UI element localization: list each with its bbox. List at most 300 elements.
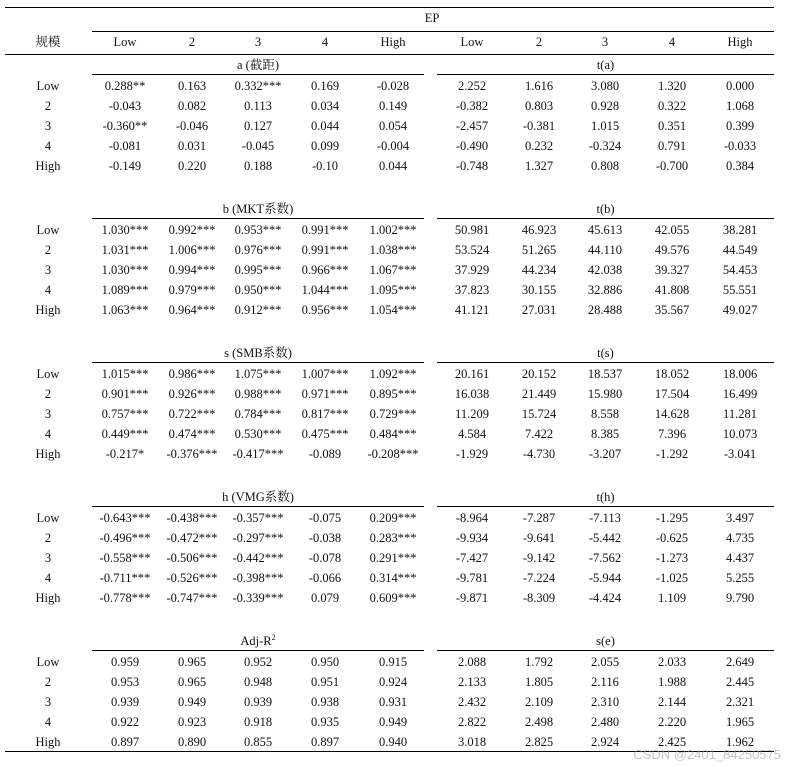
table-cell: 0.988*** bbox=[234, 387, 282, 401]
table-cell: 41.808 bbox=[654, 283, 690, 297]
table-cell: 1.063*** bbox=[101, 303, 149, 317]
row-label: High bbox=[35, 159, 61, 173]
table-cell: 0.803 bbox=[524, 99, 554, 113]
row-label: 4 bbox=[44, 427, 52, 441]
table-cell: 2.109 bbox=[524, 695, 554, 709]
table-cell: 2.310 bbox=[590, 695, 620, 709]
table-cell: 2.498 bbox=[524, 715, 554, 729]
table-cell: 1.007*** bbox=[301, 367, 349, 381]
table-cell: -0.066 bbox=[308, 571, 342, 585]
table-cell: 0.808 bbox=[590, 159, 620, 173]
table-cell: 2.321 bbox=[725, 695, 755, 709]
table-cell: 49.027 bbox=[722, 303, 758, 317]
table-cell: 45.613 bbox=[587, 223, 623, 237]
table-cell: 15.724 bbox=[521, 407, 557, 421]
table-cell: 0.220 bbox=[177, 159, 207, 173]
table-cell: -0.297*** bbox=[232, 531, 284, 545]
table-cell: 0.992*** bbox=[168, 223, 216, 237]
table-cell: -0.625 bbox=[655, 531, 689, 545]
panel-rule-left bbox=[92, 506, 424, 507]
table-cell: 0.940 bbox=[378, 735, 408, 749]
row-label: 4 bbox=[44, 715, 52, 729]
table-cell: 0.351 bbox=[657, 119, 687, 133]
table-cell: -0.506*** bbox=[166, 551, 218, 565]
table-cell: -0.711*** bbox=[99, 571, 151, 585]
table-cell: -0.472*** bbox=[166, 531, 218, 545]
table-cell: 0.082 bbox=[177, 99, 207, 113]
table-cell: 37.823 bbox=[454, 283, 490, 297]
table-cell: 0.948 bbox=[243, 675, 273, 689]
table-cell: 0.209*** bbox=[369, 511, 417, 525]
table-cell: 2.144 bbox=[657, 695, 687, 709]
table-cell: 15.980 bbox=[587, 387, 623, 401]
table-cell: 1.988 bbox=[657, 675, 687, 689]
table-cell: -0.339*** bbox=[232, 591, 284, 605]
table-cell: 0.729*** bbox=[369, 407, 417, 421]
table-cell: 1.044*** bbox=[301, 283, 349, 297]
table-cell: 0.924 bbox=[378, 675, 408, 689]
table-cell: 0.609*** bbox=[369, 591, 417, 605]
row-label: Low bbox=[36, 223, 60, 237]
table-cell: -9.934 bbox=[455, 531, 489, 545]
table-cell: 1.068 bbox=[725, 99, 755, 113]
column-header: 2 bbox=[535, 35, 543, 49]
row-label: 3 bbox=[44, 407, 52, 421]
table-cell: 37.929 bbox=[454, 263, 490, 277]
table-cell: 0.449*** bbox=[101, 427, 149, 441]
table-cell: 0.915 bbox=[378, 655, 408, 669]
table-cell: 11.209 bbox=[455, 407, 489, 421]
table-cell: 1.075*** bbox=[234, 367, 282, 381]
table-cell: 54.453 bbox=[722, 263, 758, 277]
table-cell: 0.994*** bbox=[168, 263, 216, 277]
table-cell: 0.897 bbox=[310, 735, 340, 749]
table-cell: 0.979*** bbox=[168, 283, 216, 297]
table-cell: 3.497 bbox=[725, 511, 755, 525]
table-cell: -0.700 bbox=[655, 159, 689, 173]
table-cell: 0.149 bbox=[378, 99, 408, 113]
table-cell: 7.422 bbox=[524, 427, 554, 441]
table-cell: 2.825 bbox=[524, 735, 554, 749]
row-label: Low bbox=[36, 79, 60, 93]
table-cell: 2.088 bbox=[457, 655, 487, 669]
table-cell: -0.438*** bbox=[166, 511, 218, 525]
panel-rule-left bbox=[92, 362, 424, 363]
table-cell: -0.004 bbox=[376, 139, 410, 153]
ep-group-header: EP bbox=[424, 11, 440, 25]
table-cell: 2.445 bbox=[725, 675, 755, 689]
table-cell: 44.234 bbox=[521, 263, 557, 277]
table-cell: -8.964 bbox=[455, 511, 489, 525]
table-cell: 0.054 bbox=[378, 119, 408, 133]
table-cell: 0.784*** bbox=[234, 407, 282, 421]
table-cell: 0.484*** bbox=[369, 427, 417, 441]
table-cell: 1.054*** bbox=[369, 303, 417, 317]
table-cell: 42.038 bbox=[587, 263, 623, 277]
table-cell: 4.584 bbox=[457, 427, 487, 441]
table-cell: 55.551 bbox=[722, 283, 758, 297]
table-cell: -0.748 bbox=[455, 159, 489, 173]
table-cell: -8.309 bbox=[522, 591, 556, 605]
table-cell: 10.073 bbox=[722, 427, 758, 441]
table-cell: 1.006*** bbox=[168, 243, 216, 257]
table-cell: 2.033 bbox=[657, 655, 687, 669]
row-label: High bbox=[35, 303, 61, 317]
table-cell: 0.188 bbox=[243, 159, 273, 173]
row-label: 3 bbox=[44, 695, 52, 709]
table-cell: 0.530*** bbox=[234, 427, 282, 441]
panel-title-superscript: 2 bbox=[271, 632, 276, 642]
table-cell: 17.504 bbox=[654, 387, 690, 401]
table-cell: -0.038 bbox=[308, 531, 342, 545]
table-cell: 1.962 bbox=[725, 735, 755, 749]
row-label: High bbox=[35, 447, 61, 461]
row-label: 4 bbox=[44, 283, 52, 297]
table-cell: 18.052 bbox=[654, 367, 690, 381]
panel-rule-right bbox=[437, 506, 774, 507]
row-label: 2 bbox=[44, 675, 52, 689]
table-cell: 0.918 bbox=[243, 715, 273, 729]
table-cell: -0.149 bbox=[108, 159, 142, 173]
table-cell: -0.490 bbox=[455, 139, 489, 153]
table-cell: 1.031*** bbox=[101, 243, 149, 257]
table-cell: 0.949 bbox=[177, 695, 207, 709]
row-label: Low bbox=[36, 511, 60, 525]
table-cell: 0.935 bbox=[310, 715, 340, 729]
table-cell: 0.922 bbox=[110, 715, 140, 729]
column-header: 4 bbox=[321, 35, 329, 49]
table-cell: 1.095*** bbox=[369, 283, 417, 297]
top-rule bbox=[5, 7, 774, 8]
table-cell: -0.376*** bbox=[166, 447, 218, 461]
table-cell: 5.255 bbox=[725, 571, 755, 585]
table-cell: 2.252 bbox=[457, 79, 487, 93]
table-cell: 0.965 bbox=[177, 655, 207, 669]
table-cell: 3.080 bbox=[590, 79, 620, 93]
table-cell: 0.901*** bbox=[101, 387, 149, 401]
table-cell: 0.939 bbox=[243, 695, 273, 709]
table-cell: 0.288** bbox=[104, 79, 146, 93]
panel-rule-right bbox=[437, 650, 774, 651]
table-cell: 0.474*** bbox=[168, 427, 216, 441]
table-cell: 0.099 bbox=[310, 139, 340, 153]
panel-rule-right bbox=[437, 74, 774, 75]
table-cell: -1.295 bbox=[655, 511, 689, 525]
table-cell: -0.417*** bbox=[232, 447, 284, 461]
table-cell: 46.923 bbox=[521, 223, 557, 237]
table-cell: 1.320 bbox=[657, 79, 687, 93]
table-cell: 0.897 bbox=[110, 735, 140, 749]
row-label: 2 bbox=[44, 531, 52, 545]
table-cell: 1.109 bbox=[657, 591, 687, 605]
table-cell: 0.950*** bbox=[234, 283, 282, 297]
table-cell: 3.018 bbox=[457, 735, 487, 749]
table-cell: 1.015 bbox=[590, 119, 620, 133]
table-cell: -7.427 bbox=[455, 551, 489, 565]
panel-title-right: s(e) bbox=[596, 634, 615, 648]
table-cell: -0.381 bbox=[522, 119, 556, 133]
column-header: 4 bbox=[668, 35, 676, 49]
table-cell: 0.971*** bbox=[301, 387, 349, 401]
table-cell: -0.324 bbox=[588, 139, 622, 153]
column-header: Low bbox=[460, 35, 484, 49]
table-cell: 0.923 bbox=[177, 715, 207, 729]
table-cell: 2.425 bbox=[657, 735, 687, 749]
table-cell: 1.092*** bbox=[369, 367, 417, 381]
panel-rule-right bbox=[437, 362, 774, 363]
table-cell: 0.950 bbox=[310, 655, 340, 669]
table-cell: 16.038 bbox=[454, 387, 490, 401]
table-cell: 0.031 bbox=[177, 139, 207, 153]
table-cell: 2.822 bbox=[457, 715, 487, 729]
table-cell: 49.576 bbox=[654, 243, 690, 257]
table-cell: 0.127 bbox=[243, 119, 273, 133]
table-cell: 51.265 bbox=[521, 243, 557, 257]
table-cell: 0.959 bbox=[110, 655, 140, 669]
table-cell: -9.871 bbox=[455, 591, 489, 605]
table-cell: 0.952 bbox=[243, 655, 273, 669]
table-cell: 0.232 bbox=[524, 139, 554, 153]
size-column-header: 规模 bbox=[35, 35, 61, 49]
table-cell: 0.965 bbox=[177, 675, 207, 689]
table-cell: 0.956*** bbox=[301, 303, 349, 317]
row-label: 2 bbox=[44, 387, 52, 401]
column-header-rule bbox=[5, 54, 774, 55]
table-cell: 0.964*** bbox=[168, 303, 216, 317]
table-cell: 20.152 bbox=[521, 367, 557, 381]
table-cell: 2.480 bbox=[590, 715, 620, 729]
table-cell: -0.043 bbox=[108, 99, 142, 113]
table-cell: -0.10 bbox=[311, 159, 339, 173]
table-cell: 18.537 bbox=[587, 367, 623, 381]
table-cell: 2.649 bbox=[725, 655, 755, 669]
table-cell: 50.981 bbox=[454, 223, 490, 237]
table-cell: -7.562 bbox=[588, 551, 622, 565]
table-cell: -0.089 bbox=[308, 447, 342, 461]
table-cell: 0.399 bbox=[725, 119, 755, 133]
table-cell: 0.044 bbox=[310, 119, 340, 133]
table-cell: 0.722*** bbox=[168, 407, 216, 421]
table-cell: 8.385 bbox=[590, 427, 620, 441]
column-header: 3 bbox=[601, 35, 609, 49]
table-cell: 0.044 bbox=[378, 159, 408, 173]
table-cell: 0.113 bbox=[244, 99, 272, 113]
table-cell: 0.163 bbox=[177, 79, 207, 93]
table-cell: -0.360** bbox=[102, 119, 148, 133]
table-cell: 0.314*** bbox=[369, 571, 417, 585]
row-label: Low bbox=[36, 367, 60, 381]
table-cell: 0.976*** bbox=[234, 243, 282, 257]
table-cell: 0.791 bbox=[657, 139, 687, 153]
table-cell: -0.033 bbox=[723, 139, 757, 153]
table-cell: 11.281 bbox=[723, 407, 757, 421]
column-header: High bbox=[727, 35, 753, 49]
table-cell: 53.524 bbox=[454, 243, 490, 257]
table-cell: 1.030*** bbox=[101, 223, 149, 237]
table-cell: 1.089*** bbox=[101, 283, 149, 297]
table-cell: 0.949 bbox=[378, 715, 408, 729]
table-cell: -2.457 bbox=[455, 119, 489, 133]
table-cell: 1.038*** bbox=[369, 243, 417, 257]
table-cell: -0.558*** bbox=[99, 551, 151, 565]
table-cell: 16.499 bbox=[722, 387, 758, 401]
table-cell: 0.931 bbox=[378, 695, 408, 709]
table-cell: 0.322 bbox=[657, 99, 687, 113]
table-cell: 1.327 bbox=[524, 159, 554, 173]
table-cell: -0.046 bbox=[175, 119, 209, 133]
panel-rule-left bbox=[92, 74, 424, 75]
table-cell: 0.953 bbox=[110, 675, 140, 689]
table-cell: 8.558 bbox=[590, 407, 620, 421]
table-cell: -7.287 bbox=[522, 511, 556, 525]
table-cell: -0.045 bbox=[241, 139, 275, 153]
table-cell: 0.995*** bbox=[234, 263, 282, 277]
table-cell: 2.055 bbox=[590, 655, 620, 669]
table-cell: -5.442 bbox=[588, 531, 622, 545]
table-cell: 1.805 bbox=[524, 675, 554, 689]
table-cell: 0.855 bbox=[243, 735, 273, 749]
table-cell: 0.034 bbox=[310, 99, 340, 113]
table-cell: -0.526*** bbox=[166, 571, 218, 585]
table-cell: 9.790 bbox=[725, 591, 755, 605]
panel-rule-left bbox=[92, 650, 424, 651]
row-label: High bbox=[35, 591, 61, 605]
table-cell: 0.332*** bbox=[234, 79, 282, 93]
table-cell: 28.488 bbox=[587, 303, 623, 317]
table-cell: 0.928 bbox=[590, 99, 620, 113]
table-cell: 2.924 bbox=[590, 735, 620, 749]
panel-title-right: t(s) bbox=[597, 346, 614, 360]
table-cell: -0.081 bbox=[108, 139, 142, 153]
table-cell: 0.890 bbox=[177, 735, 207, 749]
table-cell: -3.207 bbox=[588, 447, 622, 461]
table-cell: -0.496*** bbox=[99, 531, 151, 545]
table-cell: 2.220 bbox=[657, 715, 687, 729]
row-label: 3 bbox=[44, 119, 52, 133]
panel-rule-right bbox=[437, 218, 774, 219]
table-cell: 7.396 bbox=[657, 427, 687, 441]
table-cell: 2.116 bbox=[591, 675, 619, 689]
table-cell: 42.055 bbox=[654, 223, 690, 237]
column-header: 2 bbox=[188, 35, 196, 49]
panel-rule-left bbox=[92, 218, 424, 219]
column-header: 3 bbox=[254, 35, 262, 49]
row-label: 2 bbox=[44, 243, 52, 257]
table-cell: 0.953*** bbox=[234, 223, 282, 237]
table-cell: -3.041 bbox=[723, 447, 757, 461]
table-cell: -0.398*** bbox=[232, 571, 284, 585]
table-cell: 1.002*** bbox=[369, 223, 417, 237]
table-cell: 0.912*** bbox=[234, 303, 282, 317]
table-cell: -9.142 bbox=[522, 551, 556, 565]
table-cell: -7.224 bbox=[522, 571, 556, 585]
table-cell: 0.291*** bbox=[369, 551, 417, 565]
table-cell: -0.075 bbox=[308, 511, 342, 525]
panel-title-left: s (SMB系数) bbox=[224, 346, 292, 360]
table-cell: -1.292 bbox=[655, 447, 689, 461]
table-cell: 39.327 bbox=[654, 263, 690, 277]
row-label: High bbox=[35, 735, 61, 749]
table-cell: 4.437 bbox=[725, 551, 755, 565]
table-cell: 0.283*** bbox=[369, 531, 417, 545]
panel-title-left: b (MKT系数) bbox=[222, 202, 294, 216]
table-cell: 38.281 bbox=[722, 223, 758, 237]
table-cell: 1.067*** bbox=[369, 263, 417, 277]
table-cell: 2.432 bbox=[457, 695, 487, 709]
row-label: Low bbox=[36, 655, 60, 669]
table-cell: -0.747*** bbox=[166, 591, 218, 605]
table-cell: 35.567 bbox=[654, 303, 690, 317]
table-cell: 0.986*** bbox=[168, 367, 216, 381]
table-cell: -5.944 bbox=[588, 571, 622, 585]
table-cell: 1.792 bbox=[524, 655, 554, 669]
table-cell: -0.442*** bbox=[232, 551, 284, 565]
table-cell: 0.991*** bbox=[301, 243, 349, 257]
table-cell: 27.031 bbox=[521, 303, 557, 317]
table-cell: -1.025 bbox=[655, 571, 689, 585]
panel-title-left: h (VMG系数) bbox=[222, 490, 294, 504]
table-cell: -9.781 bbox=[455, 571, 489, 585]
table-cell: 0.895*** bbox=[369, 387, 417, 401]
panel-title-right: t(h) bbox=[596, 490, 615, 504]
table-cell: -0.357*** bbox=[232, 511, 284, 525]
column-header: High bbox=[380, 35, 406, 49]
panel-title-left: a (截距) bbox=[237, 58, 279, 72]
row-label: 3 bbox=[44, 551, 52, 565]
table-cell: 0.926*** bbox=[168, 387, 216, 401]
table-cell: 0.757*** bbox=[101, 407, 149, 421]
table-cell: 4.735 bbox=[725, 531, 755, 545]
table-cell: -0.028 bbox=[376, 79, 410, 93]
table-cell: 20.161 bbox=[454, 367, 490, 381]
watermark: CSDN @2401_84250575 bbox=[633, 747, 781, 762]
panel-title-right: t(a) bbox=[596, 58, 615, 72]
row-label: 4 bbox=[44, 139, 52, 153]
table-cell: 0.000 bbox=[725, 79, 755, 93]
row-label: 2 bbox=[44, 99, 52, 113]
table-cell: 0.169 bbox=[310, 79, 340, 93]
column-header: Low bbox=[113, 35, 137, 49]
table-cell: -7.113 bbox=[589, 511, 621, 525]
table-cell: 0.939 bbox=[110, 695, 140, 709]
table-cell: -4.424 bbox=[588, 591, 622, 605]
table-cell: -0.643*** bbox=[99, 511, 151, 525]
table-cell: -0.778*** bbox=[99, 591, 151, 605]
table-cell: 30.155 bbox=[521, 283, 557, 297]
table-cell: 0.951 bbox=[310, 675, 340, 689]
table-cell: -1.929 bbox=[455, 447, 489, 461]
table-cell: 0.991*** bbox=[301, 223, 349, 237]
table-cell: -0.078 bbox=[308, 551, 342, 565]
table-cell: 18.006 bbox=[722, 367, 758, 381]
table-cell: 32.886 bbox=[587, 283, 623, 297]
table-cell: 0.079 bbox=[310, 591, 340, 605]
table-cell: 1.616 bbox=[524, 79, 554, 93]
table-cell: 1.030*** bbox=[101, 263, 149, 277]
row-label: 3 bbox=[44, 263, 52, 277]
table-cell: -1.273 bbox=[655, 551, 689, 565]
panel-title-left: Adj-$R^2$ bbox=[240, 632, 276, 648]
table-cell: 0.475*** bbox=[301, 427, 349, 441]
table-cell: 14.628 bbox=[654, 407, 690, 421]
table-cell: 21.449 bbox=[521, 387, 557, 401]
table-cell: -0.217* bbox=[105, 447, 145, 461]
ep-header-rule bbox=[92, 31, 774, 32]
table-cell: 41.121 bbox=[454, 303, 490, 317]
table-cell: 0.966*** bbox=[301, 263, 349, 277]
table-cell: 44.110 bbox=[588, 243, 622, 257]
table-cell: -9.641 bbox=[522, 531, 556, 545]
